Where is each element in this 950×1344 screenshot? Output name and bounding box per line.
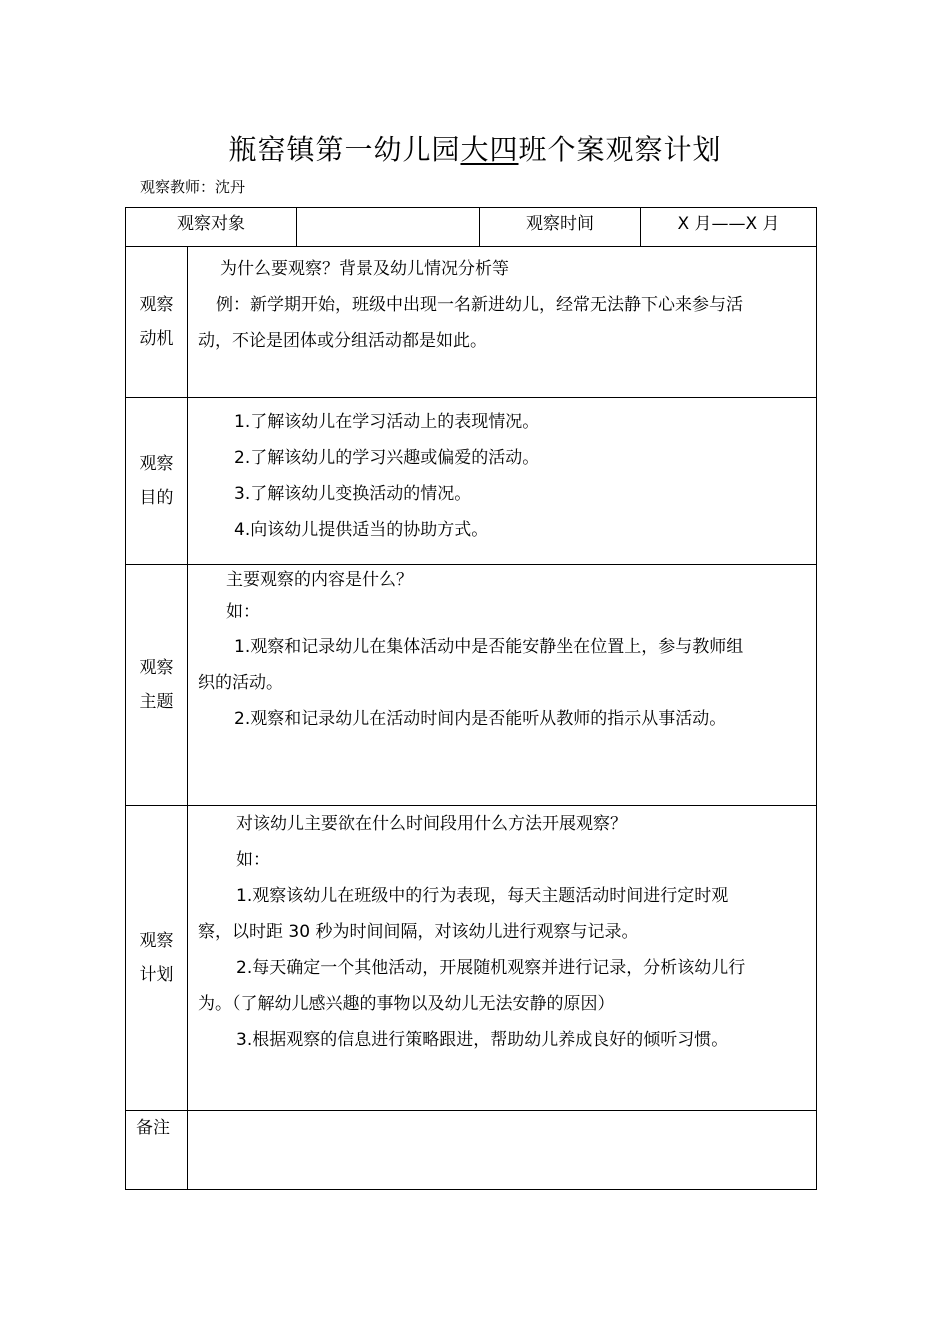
subject-value bbox=[297, 208, 480, 247]
purpose-line: 4.向该幼儿提供适当的协助方式。 bbox=[234, 520, 489, 540]
motivation-line: 例：新学期开始，班级中出现一名新进幼儿，经常无法静下心来参与活 bbox=[216, 295, 743, 315]
motivation-label bbox=[126, 247, 188, 398]
theme-line: 织的活动。 bbox=[198, 673, 283, 693]
time-label: 观察时间 bbox=[480, 208, 641, 247]
title-prefix: 瓶窑镇第一幼儿园 bbox=[228, 133, 461, 166]
purpose-line: 3.了解该幼儿变换活动的情况。 bbox=[234, 484, 472, 504]
plan-line: 如： bbox=[236, 850, 270, 870]
motivation-label-line2: 动机 bbox=[139, 329, 174, 349]
plan-line: 察，以时距 30 秒为时间间隔，对该幼儿进行观察与记录。 bbox=[198, 922, 639, 942]
theme-line: 1.观察和记录幼儿在集体活动中是否能安静坐在位置上，参与教师组 bbox=[234, 637, 744, 657]
plan-line: 为。（了解幼儿感兴趣的事物以及幼儿无法安静的原因） bbox=[198, 994, 615, 1014]
purpose-label-line1: 观察 bbox=[139, 454, 174, 474]
plan-label-line2: 计划 bbox=[139, 965, 174, 985]
theme-label-line2: 主题 bbox=[139, 692, 174, 712]
theme-line: 2.观察和记录幼儿在活动时间内是否能听从教师的指示从事活动。 bbox=[234, 709, 727, 729]
purpose-row bbox=[126, 398, 817, 565]
plan-row bbox=[126, 806, 817, 1111]
remarks-content bbox=[188, 1111, 817, 1190]
motivation-row bbox=[126, 247, 817, 398]
plan-label-line1: 观察 bbox=[139, 931, 174, 951]
theme-line: 主要观察的内容是什么？ bbox=[226, 570, 413, 590]
purpose-label bbox=[126, 398, 188, 565]
motivation-line: 为什么要观察？背景及幼儿情况分析等 bbox=[220, 259, 509, 279]
plan-label bbox=[126, 806, 188, 1111]
title-suffix: 班个案观察计划 bbox=[518, 133, 722, 166]
motivation-line: 动，不论是团体或分组活动都是如此。 bbox=[198, 331, 487, 351]
plan-line: 3.根据观察的信息进行策略跟进，帮助幼儿养成良好的倾听习惯。 bbox=[236, 1030, 729, 1050]
plan-line: 对该幼儿主要欲在什么时间段用什么方法开展观察？ bbox=[236, 814, 627, 834]
theme-row bbox=[126, 565, 817, 806]
title-class-name: 大四 bbox=[460, 133, 519, 166]
plan-line: 2.每天确定一个其他活动，开展随机观察并进行记录，分析该幼儿行 bbox=[236, 958, 746, 978]
motivation-content bbox=[188, 247, 817, 398]
time-value: X 月——X 月 bbox=[641, 208, 817, 247]
page-title bbox=[0, 128, 950, 172]
purpose-label-line2: 目的 bbox=[139, 488, 174, 508]
plan-line: 1.观察该幼儿在班级中的行为表现，每天主题活动时间进行定时观 bbox=[236, 886, 729, 906]
purpose-line: 1.了解该幼儿在学习活动上的表现情况。 bbox=[234, 412, 540, 432]
motivation-label-line1: 观察 bbox=[139, 295, 174, 315]
observation-table bbox=[125, 207, 817, 1190]
theme-content bbox=[188, 565, 817, 806]
remarks-label: 备注 bbox=[126, 1111, 188, 1190]
purpose-content bbox=[188, 398, 817, 565]
theme-line: 如： bbox=[226, 602, 260, 622]
theme-label-line1: 观察 bbox=[139, 658, 174, 678]
teacher-line: 观察教师：沈丹 bbox=[140, 178, 246, 196]
plan-content bbox=[188, 806, 817, 1111]
remarks-row bbox=[126, 1111, 817, 1190]
header-row bbox=[126, 208, 817, 247]
theme-label bbox=[126, 565, 188, 806]
purpose-line: 2.了解该幼儿的学习兴趣或偏爱的活动。 bbox=[234, 448, 540, 468]
subject-label: 观察对象 bbox=[126, 208, 297, 247]
